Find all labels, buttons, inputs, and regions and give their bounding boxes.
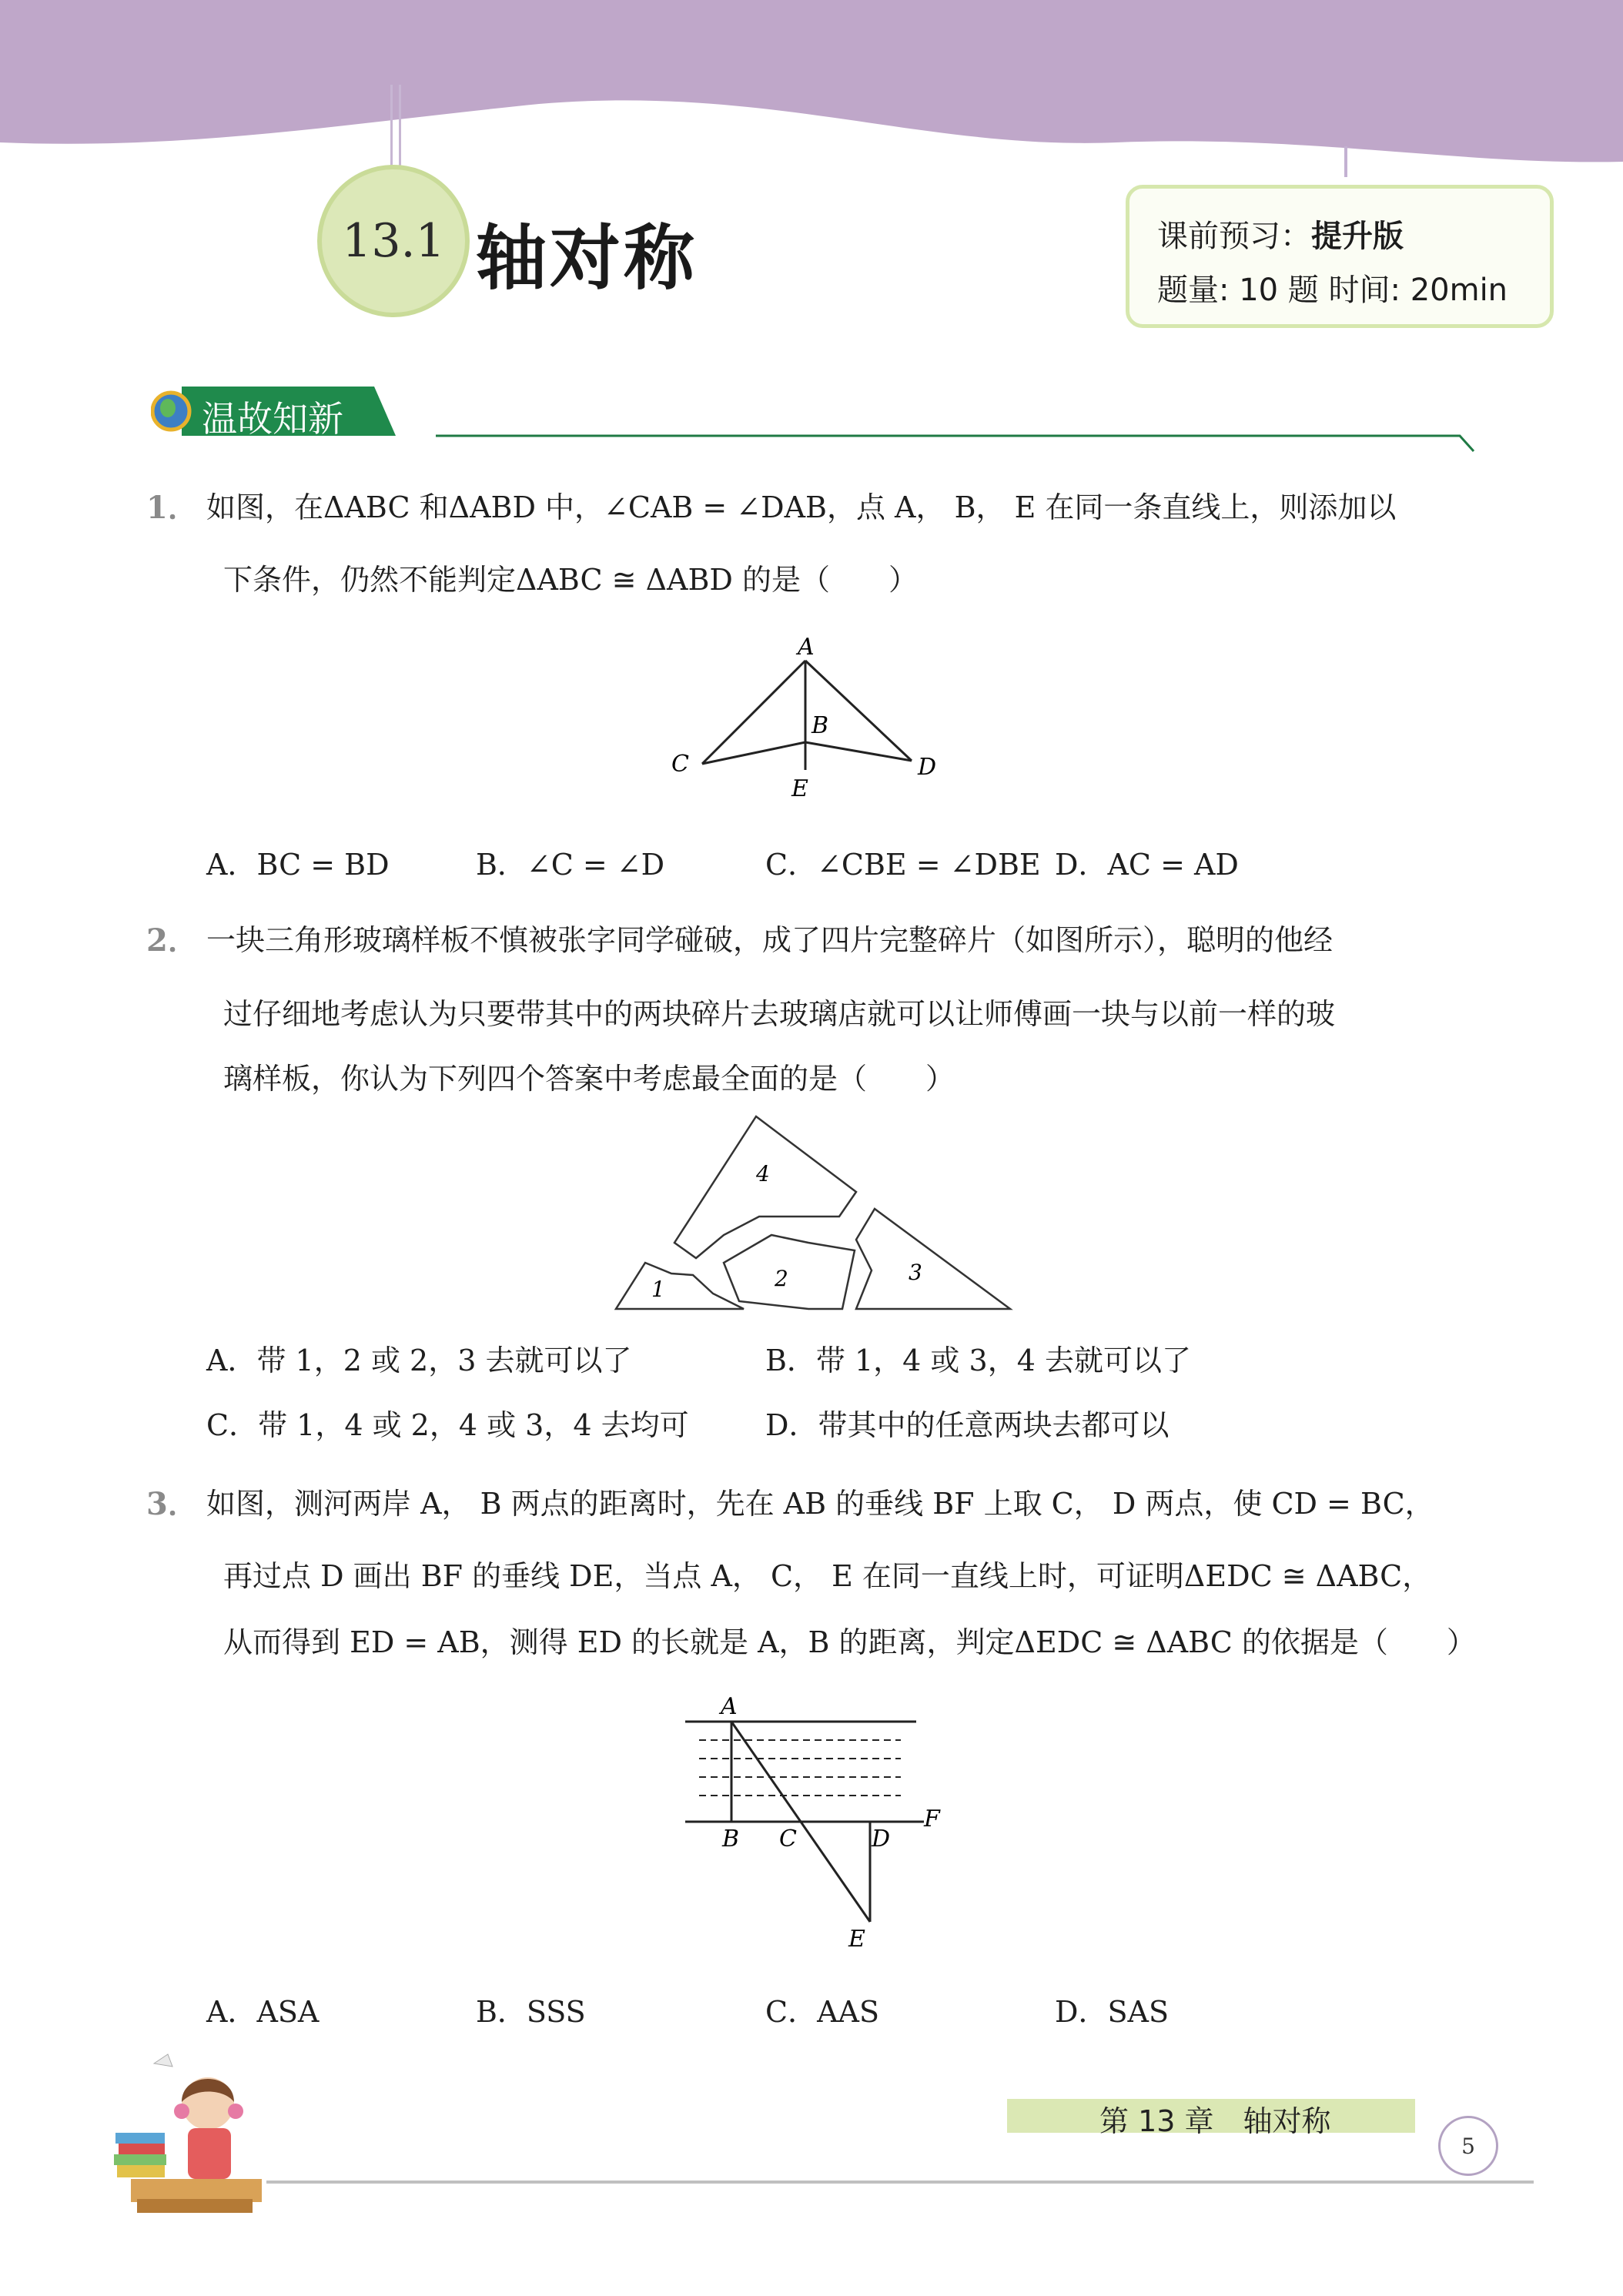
preview-info-label — [1157, 212, 1404, 256]
glass-piece-4 — [674, 1116, 856, 1258]
question-1-option-a: A．BC = BD — [206, 848, 390, 882]
piece-2-label: 2 — [775, 1266, 788, 1291]
glass-piece-3 — [856, 1209, 1010, 1309]
q3-label-c: C — [779, 1826, 797, 1853]
question-3-option-a: A．ASA — [206, 1995, 320, 2029]
q3-label-d: D — [872, 1826, 891, 1853]
question-2-line-2: 过仔细地考虑认为只要带其中的两块碎片去玻璃店就可以让师傅画一块与以前一样的玻 — [223, 997, 1336, 1031]
section-number-badge — [317, 165, 470, 317]
question-3-option-b: B．SSS — [476, 1995, 586, 2029]
section-divider — [436, 428, 1475, 454]
q1-label-c: C — [671, 751, 689, 778]
piece-4-label: 4 — [756, 1161, 770, 1186]
question-2-option-a: A．带 1，2 或 2，3 去就可以了 — [206, 1344, 632, 1377]
piece-1-label: 1 — [651, 1277, 665, 1302]
page-number: 5 — [1438, 2116, 1498, 2176]
question-3-number: 3． — [146, 1486, 199, 1522]
question-2-option-c: C．带 1，4 或 2，4 或 3，4 去均可 — [206, 1408, 689, 1442]
question-3-figure — [678, 1691, 955, 1953]
question-1-figure — [662, 631, 955, 801]
piece-3-label: 3 — [909, 1260, 922, 1285]
lesson-title: 轴对称 — [476, 217, 698, 300]
section-number: 13.1 — [342, 214, 445, 268]
info-level: 提升版 — [1311, 219, 1404, 254]
preview-info-box — [1126, 185, 1554, 328]
question-2-line-1: 一块三角形玻璃样板不慎被张字同学碰破，成了四片完整碎片（如图所示），聪明的他经 — [206, 923, 1334, 957]
badge-hanger — [390, 85, 401, 168]
question-1-line-2: 下条件，仍然不能判定ΔABC ≅ ΔABD 的是（ ） — [223, 563, 918, 597]
glass-piece-2 — [724, 1235, 855, 1309]
question-1-number: 1． — [146, 490, 199, 526]
q3-label-e: E — [848, 1926, 865, 1953]
question-2-option-d: D．带其中的任意两块去都可以 — [765, 1408, 1170, 1442]
footer-chapter-title: 第 13 章 轴对称 — [1099, 2104, 1331, 2138]
question-1-option-b: B．∠C = ∠D — [476, 848, 665, 882]
header-wave-banner — [0, 0, 1623, 177]
q1-label-d: D — [918, 754, 937, 781]
footer-divider — [266, 2181, 1534, 2184]
q1-label-a: A — [798, 634, 815, 661]
question-2-line-3: 璃样板，你认为下列四个答案中考虑最全面的是（ ） — [223, 1062, 955, 1096]
question-1-option-c: C．∠CBE = ∠DBE — [765, 848, 1041, 882]
student-reading-illustration — [108, 2048, 316, 2217]
q3-label-f: F — [924, 1806, 940, 1832]
q3-label-a: A — [721, 1693, 738, 1720]
question-3-option-c: C．AAS — [765, 1995, 879, 2029]
q1-label-b: B — [812, 712, 829, 739]
question-1-line-1: 如图，在ΔABC 和ΔABD 中，∠CAB = ∠DAB，点 A， B， E 在同一条直线上，则添加以 — [206, 490, 1397, 524]
question-3-line-3: 从而得到 ED = AB，测得 ED 的长就是 A，B 的距离，判定ΔEDC ≅ ΔABC 的依据是（ ） — [223, 1625, 1476, 1659]
question-2-figure — [608, 1112, 1024, 1317]
info-label: 课前预习： — [1157, 219, 1311, 254]
question-3-option-d: D．SAS — [1055, 1995, 1169, 2029]
q1-label-e: E — [791, 775, 808, 801]
glass-piece-1 — [616, 1263, 744, 1309]
question-3-line-2: 再过点 D 画出 BF 的垂线 DE，当点 A， C， E 在同一直线上时，可证明ΔEDC ≅ ΔABC， — [223, 1559, 1432, 1593]
question-2-option-b: B．带 1，4 或 3，4 去就可以了 — [765, 1344, 1191, 1377]
q3-label-b: B — [722, 1826, 740, 1853]
preview-info-detail: 题量: 10 题 时间: 20min — [1157, 273, 1508, 308]
question-2-number: 2． — [146, 922, 199, 959]
question-3-line-1: 如图，测河两岸 A， B 两点的距离时，先在 AB 的垂线 BF 上取 C， D 两点，使 CD = BC， — [206, 1487, 1434, 1521]
question-1-option-d: D．AC = AD — [1055, 848, 1239, 882]
section-label: 温故知新 — [202, 398, 343, 440]
